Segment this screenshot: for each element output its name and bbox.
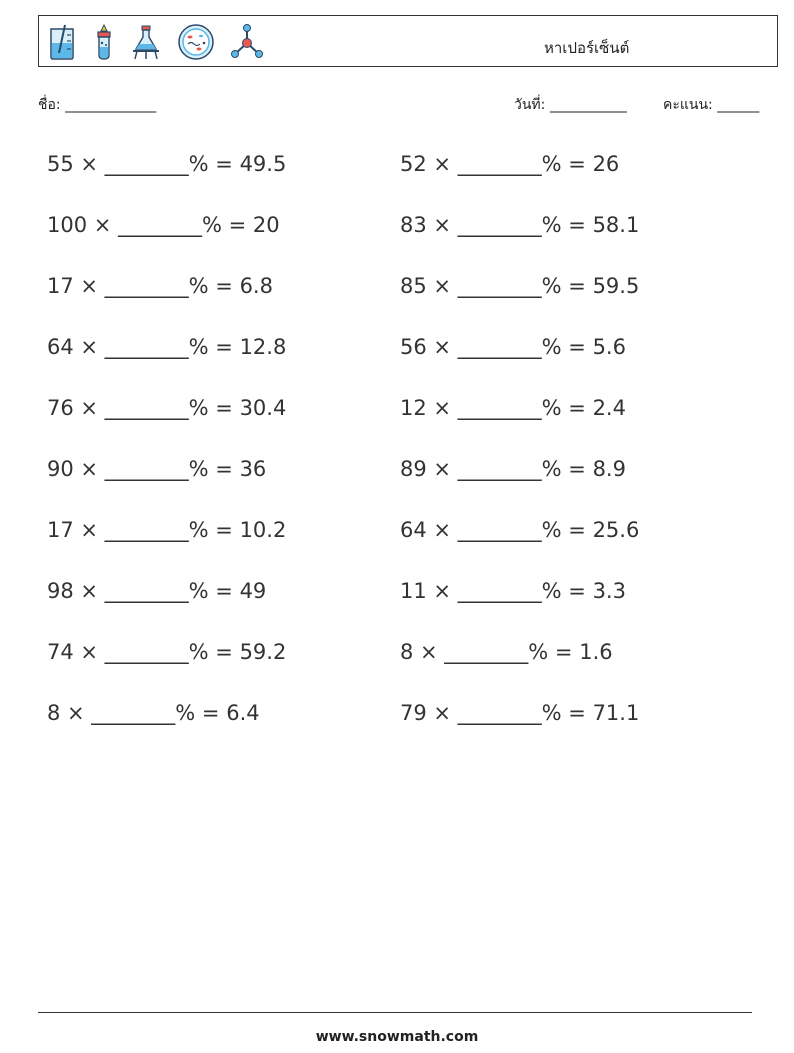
- test-tube-icon: [93, 23, 115, 61]
- problem-item[interactable]: 17 × ________% = 6.8: [47, 274, 273, 298]
- problem-item[interactable]: 79 × ________% = 71.1: [400, 701, 640, 725]
- problem-item[interactable]: 74 × ________% = 59.2: [47, 640, 287, 664]
- footer-url[interactable]: www.snowmath.com: [315, 1029, 479, 1045]
- problem-item[interactable]: 55 × ________% = 49.5: [47, 152, 287, 176]
- problem-item[interactable]: 8 × ________% = 6.4: [47, 701, 260, 725]
- date-field[interactable]: วันที่: ___________: [514, 97, 627, 113]
- problem-item[interactable]: 56 × ________% = 5.6: [400, 335, 626, 359]
- problem-item[interactable]: 17 × ________% = 10.2: [47, 518, 287, 542]
- score-field[interactable]: คะแนน: ______: [663, 97, 760, 113]
- flask-icon: [129, 23, 163, 61]
- icon-strip: [47, 22, 265, 62]
- problem-item[interactable]: 76 × ________% = 30.4: [47, 396, 287, 420]
- problem-item[interactable]: 11 × ________% = 3.3: [400, 579, 626, 603]
- header-box: [38, 15, 778, 67]
- problem-item[interactable]: 90 × ________% = 36: [47, 457, 267, 481]
- problem-item[interactable]: 52 × ________% = 26: [400, 152, 620, 176]
- worksheet-title: หาเปอร์เซ็นต์: [544, 39, 630, 57]
- problem-item[interactable]: 12 × ________% = 2.4: [400, 396, 626, 420]
- problem-item[interactable]: 100 × ________% = 20: [47, 213, 280, 237]
- problem-item[interactable]: 64 × ________% = 12.8: [47, 335, 287, 359]
- problem-item[interactable]: 85 × ________% = 59.5: [400, 274, 640, 298]
- problem-item[interactable]: 64 × ________% = 25.6: [400, 518, 640, 542]
- problem-item[interactable]: 83 × ________% = 58.1: [400, 213, 640, 237]
- molecule-icon: [229, 23, 265, 61]
- beaker-icon: [47, 23, 79, 61]
- problem-item[interactable]: 89 × ________% = 8.9: [400, 457, 626, 481]
- footer-divider: [38, 1012, 752, 1013]
- problem-item[interactable]: 98 × ________% = 49: [47, 579, 267, 603]
- name-field[interactable]: ชื่อ: _____________: [38, 97, 157, 113]
- petri-dish-icon: [177, 23, 215, 61]
- problem-item[interactable]: 8 × ________% = 1.6: [400, 640, 613, 664]
